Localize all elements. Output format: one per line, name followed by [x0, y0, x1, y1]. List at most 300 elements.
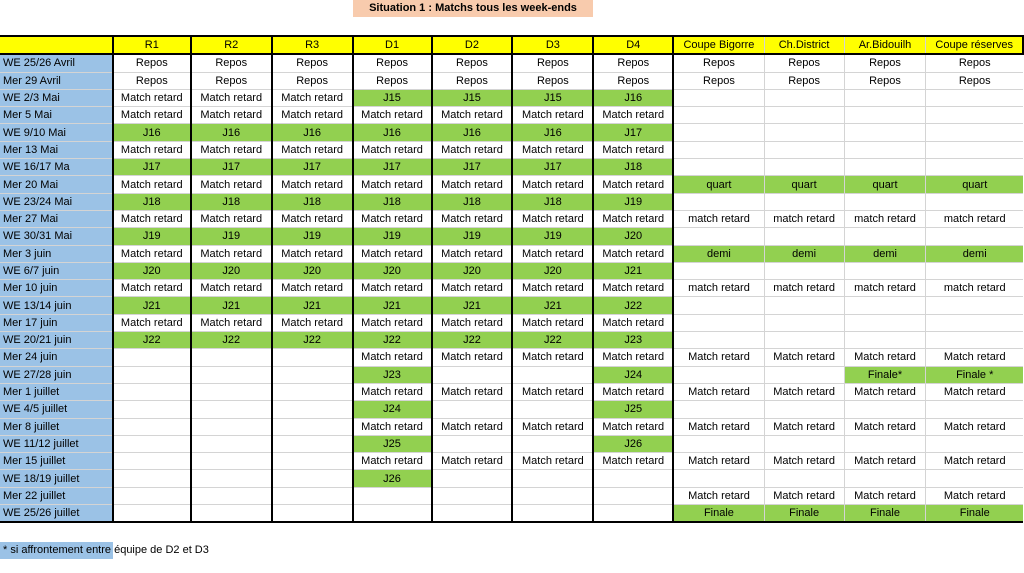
schedule-cell[interactable] [673, 470, 764, 487]
schedule-cell[interactable] [512, 435, 593, 452]
schedule-cell[interactable] [844, 262, 926, 279]
schedule-cell[interactable] [844, 89, 926, 106]
schedule-cell[interactable]: Repos [844, 72, 926, 89]
schedule-cell[interactable] [926, 297, 1023, 314]
schedule-cell[interactable] [113, 383, 191, 400]
date-cell[interactable]: WE 25/26 juillet [0, 505, 113, 523]
date-cell[interactable]: Mer 29 Avril [0, 72, 113, 89]
schedule-cell[interactable] [844, 401, 926, 418]
schedule-cell[interactable]: match retard [764, 280, 844, 297]
schedule-cell[interactable] [432, 401, 513, 418]
schedule-cell[interactable]: J19 [353, 228, 432, 245]
schedule-cell[interactable]: Match retard [191, 280, 272, 297]
schedule-cell[interactable] [191, 383, 272, 400]
schedule-cell[interactable]: J21 [272, 297, 353, 314]
schedule-cell[interactable] [272, 470, 353, 487]
date-cell[interactable]: WE 4/5 juillet [0, 401, 113, 418]
date-cell[interactable]: WE 16/17 Ma [0, 159, 113, 176]
schedule-cell[interactable] [353, 487, 432, 504]
schedule-cell[interactable] [926, 107, 1023, 124]
schedule-cell[interactable] [113, 401, 191, 418]
schedule-cell[interactable]: J25 [593, 401, 673, 418]
schedule-cell[interactable] [764, 435, 844, 452]
column-header[interactable]: Coupe Bigorre [673, 36, 764, 54]
date-cell[interactable]: Mer 20 Mai [0, 176, 113, 193]
schedule-cell[interactable] [432, 505, 513, 523]
schedule-cell[interactable]: Match retard [432, 141, 513, 158]
schedule-cell[interactable] [764, 107, 844, 124]
schedule-cell[interactable]: Match retard [113, 141, 191, 158]
schedule-cell[interactable]: J22 [272, 332, 353, 349]
schedule-cell[interactable] [844, 159, 926, 176]
column-header[interactable]: D4 [593, 36, 673, 54]
schedule-cell[interactable]: match retard [673, 280, 764, 297]
schedule-cell[interactable]: J17 [593, 124, 673, 141]
schedule-cell[interactable]: Repos [764, 54, 844, 72]
schedule-cell[interactable] [673, 262, 764, 279]
date-cell[interactable]: Mer 3 juin [0, 245, 113, 262]
schedule-cell[interactable]: J17 [113, 159, 191, 176]
schedule-cell[interactable]: J23 [593, 332, 673, 349]
schedule-cell[interactable]: Match retard [844, 418, 926, 435]
schedule-cell[interactable]: Match retard [512, 453, 593, 470]
schedule-cell[interactable] [191, 470, 272, 487]
schedule-cell[interactable]: Match retard [764, 383, 844, 400]
schedule-cell[interactable]: Match retard [113, 89, 191, 106]
schedule-cell[interactable] [673, 435, 764, 452]
schedule-cell[interactable]: Match retard [272, 245, 353, 262]
schedule-cell[interactable]: Finale [844, 505, 926, 523]
column-header[interactable]: R3 [272, 36, 353, 54]
schedule-cell[interactable] [113, 366, 191, 383]
schedule-cell[interactable]: J18 [191, 193, 272, 210]
schedule-cell[interactable]: J17 [272, 159, 353, 176]
schedule-cell[interactable]: Match retard [764, 418, 844, 435]
column-header[interactable]: Ar.Bidouilh [844, 36, 926, 54]
schedule-cell[interactable]: Match retard [926, 418, 1023, 435]
schedule-cell[interactable]: Match retard [593, 314, 673, 331]
schedule-cell[interactable]: Match retard [926, 349, 1023, 366]
schedule-cell[interactable]: J18 [593, 159, 673, 176]
schedule-cell[interactable]: J16 [432, 124, 513, 141]
schedule-cell[interactable]: Match retard [113, 314, 191, 331]
schedule-cell[interactable]: Match retard [926, 453, 1023, 470]
date-cell[interactable]: WE 20/21 juin [0, 332, 113, 349]
schedule-cell[interactable]: J19 [432, 228, 513, 245]
schedule-cell[interactable]: J16 [512, 124, 593, 141]
schedule-cell[interactable] [191, 418, 272, 435]
date-cell[interactable]: Mer 5 Mai [0, 107, 113, 124]
schedule-cell[interactable]: J20 [353, 262, 432, 279]
column-header[interactable]: Ch.District [764, 36, 844, 54]
date-cell[interactable]: Mer 27 Mai [0, 210, 113, 227]
date-cell[interactable]: WE 2/3 Mai [0, 89, 113, 106]
schedule-cell[interactable]: Match retard [512, 107, 593, 124]
schedule-cell[interactable]: Match retard [191, 176, 272, 193]
schedule-cell[interactable] [191, 349, 272, 366]
schedule-cell[interactable]: Match retard [593, 141, 673, 158]
schedule-cell[interactable]: J20 [113, 262, 191, 279]
schedule-cell[interactable]: J21 [432, 297, 513, 314]
schedule-cell[interactable]: Match retard [432, 280, 513, 297]
schedule-cell[interactable]: J21 [512, 297, 593, 314]
schedule-cell[interactable]: J20 [191, 262, 272, 279]
schedule-cell[interactable] [432, 470, 513, 487]
schedule-cell[interactable]: Repos [593, 54, 673, 72]
column-header[interactable]: R1 [113, 36, 191, 54]
schedule-cell[interactable]: Match retard [353, 453, 432, 470]
schedule-cell[interactable]: J18 [113, 193, 191, 210]
schedule-cell[interactable]: Repos [673, 72, 764, 89]
schedule-cell[interactable]: Match retard [512, 280, 593, 297]
schedule-cell[interactable] [673, 141, 764, 158]
schedule-cell[interactable]: Finale [926, 505, 1023, 523]
schedule-cell[interactable] [926, 314, 1023, 331]
schedule-cell[interactable]: Repos [926, 72, 1023, 89]
schedule-cell[interactable]: J22 [432, 332, 513, 349]
schedule-cell[interactable] [764, 401, 844, 418]
schedule-cell[interactable] [113, 487, 191, 504]
schedule-cell[interactable] [764, 470, 844, 487]
schedule-cell[interactable] [764, 366, 844, 383]
schedule-cell[interactable] [926, 124, 1023, 141]
schedule-cell[interactable] [673, 124, 764, 141]
schedule-cell[interactable] [844, 193, 926, 210]
schedule-cell[interactable] [764, 228, 844, 245]
schedule-cell[interactable] [764, 297, 844, 314]
date-cell[interactable]: Mer 13 Mai [0, 141, 113, 158]
schedule-cell[interactable]: quart [673, 176, 764, 193]
schedule-cell[interactable]: J15 [512, 89, 593, 106]
schedule-cell[interactable]: J16 [113, 124, 191, 141]
schedule-cell[interactable]: Match retard [593, 245, 673, 262]
schedule-cell[interactable]: Finale [764, 505, 844, 523]
schedule-cell[interactable] [191, 366, 272, 383]
schedule-cell[interactable] [512, 505, 593, 523]
schedule-cell[interactable] [191, 505, 272, 523]
schedule-cell[interactable]: Match retard [272, 314, 353, 331]
schedule-cell[interactable]: Match retard [432, 314, 513, 331]
schedule-cell[interactable]: J22 [593, 297, 673, 314]
schedule-cell[interactable]: Match retard [926, 383, 1023, 400]
schedule-cell[interactable]: J19 [113, 228, 191, 245]
schedule-cell[interactable]: J22 [191, 332, 272, 349]
schedule-cell[interactable] [764, 89, 844, 106]
schedule-cell[interactable]: Match retard [353, 210, 432, 227]
schedule-cell[interactable] [432, 487, 513, 504]
schedule-cell[interactable] [673, 401, 764, 418]
schedule-cell[interactable]: Match retard [353, 314, 432, 331]
schedule-cell[interactable]: J20 [512, 262, 593, 279]
schedule-cell[interactable] [673, 193, 764, 210]
schedule-cell[interactable]: J21 [191, 297, 272, 314]
column-header[interactable]: Coupe réserves [926, 36, 1023, 54]
schedule-cell[interactable]: J20 [272, 262, 353, 279]
schedule-cell[interactable] [673, 159, 764, 176]
schedule-cell[interactable]: Repos [353, 72, 432, 89]
date-cell[interactable]: WE 6/7 juin [0, 262, 113, 279]
column-header[interactable]: D3 [512, 36, 593, 54]
schedule-cell[interactable]: Repos [673, 54, 764, 72]
schedule-cell[interactable]: Repos [926, 54, 1023, 72]
schedule-cell[interactable] [272, 505, 353, 523]
date-cell[interactable]: Mer 17 juin [0, 314, 113, 331]
schedule-cell[interactable]: Repos [353, 54, 432, 72]
schedule-cell[interactable] [512, 366, 593, 383]
schedule-cell[interactable]: Match retard [272, 176, 353, 193]
footnote[interactable]: * si affrontement entre équipe de D2 et D3 [3, 544, 209, 556]
schedule-cell[interactable]: Match retard [512, 141, 593, 158]
schedule-cell[interactable]: J21 [113, 297, 191, 314]
schedule-cell[interactable]: Repos [272, 72, 353, 89]
schedule-cell[interactable] [272, 487, 353, 504]
schedule-cell[interactable]: Match retard [353, 176, 432, 193]
schedule-cell[interactable] [844, 435, 926, 452]
column-header[interactable]: D2 [432, 36, 513, 54]
schedule-cell[interactable] [673, 332, 764, 349]
schedule-cell[interactable]: Match retard [432, 418, 513, 435]
schedule-cell[interactable] [353, 505, 432, 523]
schedule-cell[interactable]: Match retard [673, 487, 764, 504]
date-cell[interactable]: WE 23/24 Mai [0, 193, 113, 210]
schedule-cell[interactable] [844, 314, 926, 331]
schedule-cell[interactable] [432, 435, 513, 452]
schedule-cell[interactable]: Match retard [673, 453, 764, 470]
schedule-cell[interactable]: Match retard [764, 349, 844, 366]
schedule-cell[interactable] [673, 314, 764, 331]
schedule-cell[interactable] [764, 332, 844, 349]
schedule-cell[interactable]: Repos [432, 72, 513, 89]
date-cell[interactable]: Mer 10 juin [0, 280, 113, 297]
schedule-cell[interactable]: Match retard [191, 107, 272, 124]
schedule-cell[interactable] [764, 159, 844, 176]
schedule-cell[interactable]: J24 [593, 366, 673, 383]
schedule-cell[interactable]: match retard [926, 280, 1023, 297]
schedule-cell[interactable] [272, 435, 353, 452]
schedule-cell[interactable] [844, 332, 926, 349]
schedule-cell[interactable]: J18 [432, 193, 513, 210]
schedule-cell[interactable] [191, 401, 272, 418]
schedule-cell[interactable] [926, 262, 1023, 279]
schedule-cell[interactable]: Match retard [353, 418, 432, 435]
schedule-cell[interactable]: J15 [432, 89, 513, 106]
schedule-cell[interactable] [113, 453, 191, 470]
schedule-cell[interactable] [764, 262, 844, 279]
date-cell[interactable]: Mer 22 juillet [0, 487, 113, 504]
schedule-cell[interactable]: Match retard [191, 245, 272, 262]
date-cell[interactable]: WE 11/12 juillet [0, 435, 113, 452]
schedule-cell[interactable]: match retard [926, 210, 1023, 227]
schedule-cell[interactable]: Match retard [512, 349, 593, 366]
schedule-cell[interactable]: Match retard [432, 107, 513, 124]
schedule-cell[interactable]: J26 [593, 435, 673, 452]
schedule-cell[interactable] [272, 383, 353, 400]
schedule-cell[interactable]: J19 [191, 228, 272, 245]
date-cell[interactable]: WE 30/31 Mai [0, 228, 113, 245]
schedule-cell[interactable]: Match retard [844, 487, 926, 504]
column-header[interactable]: D1 [353, 36, 432, 54]
schedule-cell[interactable]: Match retard [432, 210, 513, 227]
schedule-cell[interactable]: J18 [353, 193, 432, 210]
schedule-cell[interactable]: Match retard [272, 141, 353, 158]
schedule-cell[interactable]: Match retard [353, 349, 432, 366]
schedule-cell[interactable]: J17 [432, 159, 513, 176]
schedule-cell[interactable]: J22 [512, 332, 593, 349]
schedule-cell[interactable]: Repos [512, 72, 593, 89]
schedule-cell[interactable]: Repos [191, 72, 272, 89]
header-corner-cell[interactable] [0, 36, 113, 54]
schedule-cell[interactable] [113, 435, 191, 452]
schedule-cell[interactable]: Match retard [353, 383, 432, 400]
schedule-cell[interactable]: Repos [844, 54, 926, 72]
schedule-cell[interactable]: Match retard [673, 418, 764, 435]
schedule-cell[interactable]: match retard [673, 210, 764, 227]
schedule-cell[interactable]: Match retard [593, 107, 673, 124]
schedule-cell[interactable] [593, 505, 673, 523]
sheet-title[interactable]: Situation 1 : Matchs tous les week-ends [353, 0, 593, 17]
schedule-cell[interactable]: Match retard [593, 418, 673, 435]
schedule-cell[interactable]: Repos [272, 54, 353, 72]
schedule-cell[interactable] [191, 435, 272, 452]
schedule-cell[interactable]: J19 [272, 228, 353, 245]
schedule-cell[interactable] [432, 366, 513, 383]
schedule-cell[interactable]: Match retard [593, 383, 673, 400]
schedule-cell[interactable] [593, 487, 673, 504]
schedule-cell[interactable]: demi [844, 245, 926, 262]
schedule-cell[interactable] [673, 228, 764, 245]
schedule-cell[interactable]: Match retard [512, 210, 593, 227]
schedule-cell[interactable] [113, 505, 191, 523]
schedule-cell[interactable]: J15 [353, 89, 432, 106]
schedule-cell[interactable] [512, 470, 593, 487]
schedule-cell[interactable]: Repos [432, 54, 513, 72]
schedule-cell[interactable] [512, 401, 593, 418]
schedule-cell[interactable] [844, 107, 926, 124]
schedule-cell[interactable] [926, 401, 1023, 418]
schedule-cell[interactable] [926, 141, 1023, 158]
schedule-cell[interactable]: J16 [593, 89, 673, 106]
schedule-cell[interactable] [673, 107, 764, 124]
schedule-cell[interactable] [593, 470, 673, 487]
schedule-cell[interactable] [844, 124, 926, 141]
schedule-cell[interactable]: match retard [844, 210, 926, 227]
schedule-cell[interactable]: J19 [512, 228, 593, 245]
schedule-cell[interactable]: Match retard [113, 176, 191, 193]
schedule-cell[interactable]: J23 [353, 366, 432, 383]
schedule-cell[interactable] [272, 401, 353, 418]
date-cell[interactable]: WE 27/28 juin [0, 366, 113, 383]
schedule-cell[interactable]: Match retard [191, 141, 272, 158]
schedule-cell[interactable]: Repos [191, 54, 272, 72]
schedule-cell[interactable] [272, 366, 353, 383]
schedule-cell[interactable] [272, 453, 353, 470]
schedule-cell[interactable]: demi [926, 245, 1023, 262]
schedule-cell[interactable] [673, 366, 764, 383]
schedule-cell[interactable]: Repos [512, 54, 593, 72]
schedule-cell[interactable]: Finale [673, 505, 764, 523]
schedule-cell[interactable]: J17 [191, 159, 272, 176]
schedule-cell[interactable] [512, 487, 593, 504]
schedule-cell[interactable] [844, 297, 926, 314]
date-cell[interactable]: WE 13/14 juin [0, 297, 113, 314]
schedule-cell[interactable]: Match retard [512, 176, 593, 193]
schedule-cell[interactable]: Match retard [764, 487, 844, 504]
date-cell[interactable]: WE 9/10 Mai [0, 124, 113, 141]
date-cell[interactable]: Mer 1 juillet [0, 383, 113, 400]
date-cell[interactable]: Mer 24 juin [0, 349, 113, 366]
schedule-cell[interactable]: Match retard [113, 245, 191, 262]
schedule-cell[interactable]: Match retard [113, 107, 191, 124]
schedule-cell[interactable]: J24 [353, 401, 432, 418]
schedule-cell[interactable] [764, 193, 844, 210]
schedule-cell[interactable] [191, 453, 272, 470]
schedule-cell[interactable]: Match retard [432, 176, 513, 193]
schedule-cell[interactable]: Match retard [353, 107, 432, 124]
schedule-cell[interactable] [113, 418, 191, 435]
date-cell[interactable]: WE 18/19 juillet [0, 470, 113, 487]
schedule-cell[interactable]: Match retard [191, 314, 272, 331]
schedule-cell[interactable]: Match retard [432, 453, 513, 470]
schedule-cell[interactable] [673, 297, 764, 314]
schedule-cell[interactable]: J26 [353, 470, 432, 487]
schedule-cell[interactable]: quart [764, 176, 844, 193]
schedule-cell[interactable]: demi [764, 245, 844, 262]
schedule-cell[interactable]: Repos [113, 54, 191, 72]
schedule-cell[interactable] [926, 435, 1023, 452]
schedule-cell[interactable] [272, 418, 353, 435]
schedule-cell[interactable]: match retard [764, 210, 844, 227]
schedule-cell[interactable]: Match retard [113, 210, 191, 227]
schedule-cell[interactable]: Match retard [512, 418, 593, 435]
schedule-cell[interactable]: Match retard [844, 349, 926, 366]
schedule-cell[interactable]: Match retard [191, 89, 272, 106]
schedule-cell[interactable]: J19 [593, 193, 673, 210]
schedule-cell[interactable] [673, 89, 764, 106]
schedule-cell[interactable]: J22 [113, 332, 191, 349]
schedule-cell[interactable] [926, 332, 1023, 349]
schedule-cell[interactable] [844, 470, 926, 487]
date-cell[interactable]: WE 25/26 Avril [0, 54, 113, 72]
schedule-cell[interactable]: Match retard [673, 383, 764, 400]
schedule-cell[interactable]: quart [844, 176, 926, 193]
schedule-cell[interactable]: match retard [844, 280, 926, 297]
column-header[interactable]: R2 [191, 36, 272, 54]
schedule-cell[interactable]: Match retard [113, 280, 191, 297]
schedule-cell[interactable]: Match retard [926, 487, 1023, 504]
schedule-cell[interactable]: Match retard [764, 453, 844, 470]
schedule-cell[interactable]: Match retard [512, 314, 593, 331]
schedule-cell[interactable]: Match retard [353, 280, 432, 297]
schedule-cell[interactable] [926, 159, 1023, 176]
schedule-cell[interactable]: Repos [593, 72, 673, 89]
schedule-cell[interactable]: quart [926, 176, 1023, 193]
schedule-cell[interactable] [926, 89, 1023, 106]
schedule-cell[interactable] [926, 228, 1023, 245]
schedule-cell[interactable]: Repos [113, 72, 191, 89]
schedule-cell[interactable] [926, 470, 1023, 487]
schedule-cell[interactable]: Match retard [191, 210, 272, 227]
schedule-cell[interactable]: J20 [432, 262, 513, 279]
schedule-cell[interactable] [764, 141, 844, 158]
schedule-cell[interactable]: J22 [353, 332, 432, 349]
date-cell[interactable]: Mer 15 juillet [0, 453, 113, 470]
schedule-cell[interactable]: Match retard [593, 176, 673, 193]
schedule-cell[interactable] [844, 141, 926, 158]
schedule-cell[interactable]: Finale* [844, 366, 926, 383]
schedule-cell[interactable]: Match retard [353, 141, 432, 158]
schedule-cell[interactable]: Match retard [353, 245, 432, 262]
schedule-cell[interactable]: Match retard [272, 89, 353, 106]
